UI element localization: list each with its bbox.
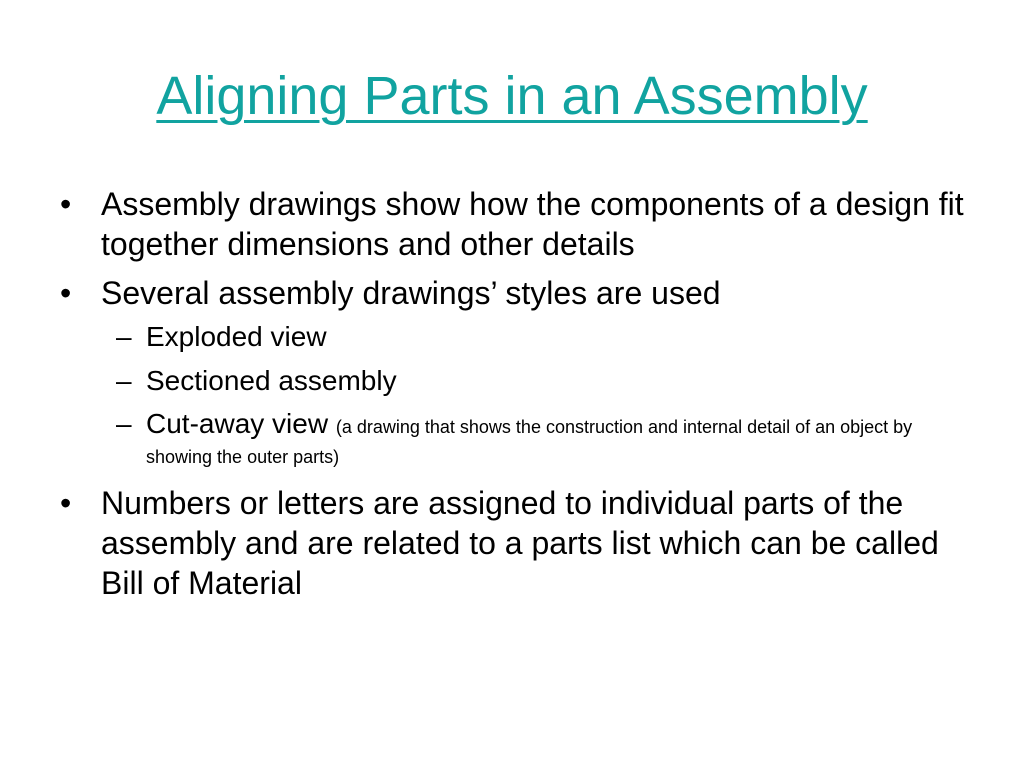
bullet-icon: •: [60, 485, 72, 521]
sub-bullet-text: Cut-away view: [146, 408, 329, 439]
sub-bullet-text: Exploded view: [146, 321, 327, 352]
sub-bullet-item: [58, 359, 968, 403]
bullet-icon: •: [60, 186, 72, 222]
bullet-item: [58, 184, 968, 264]
bullet-text: Numbers or letters are assigned to individual parts of the assembly and are related to a parts list which can be called Bill of Material: [101, 485, 939, 601]
bullet-text: Several assembly drawings’ styles are used: [101, 275, 721, 311]
bullet-item: [58, 483, 968, 603]
sub-bullet-note: (a drawing that shows the construction and internal detail of an object by showing the outer parts): [146, 417, 913, 467]
bullet-icon: •: [60, 275, 72, 311]
slide-title: Aligning Parts in an Assembly: [156, 66, 868, 126]
sub-bullet-item: [58, 315, 968, 359]
bullet-text: Assembly drawings show how the components of a design fit together dimensions and other details: [101, 186, 964, 262]
dash-icon: –: [116, 321, 132, 352]
dash-icon: –: [116, 408, 132, 439]
sub-bullet-item: [58, 409, 968, 469]
dash-icon: –: [116, 365, 132, 396]
sub-bullet-text: Sectioned assembly: [146, 365, 397, 396]
slide-content: [58, 184, 968, 612]
bullet-item: [58, 273, 968, 313]
